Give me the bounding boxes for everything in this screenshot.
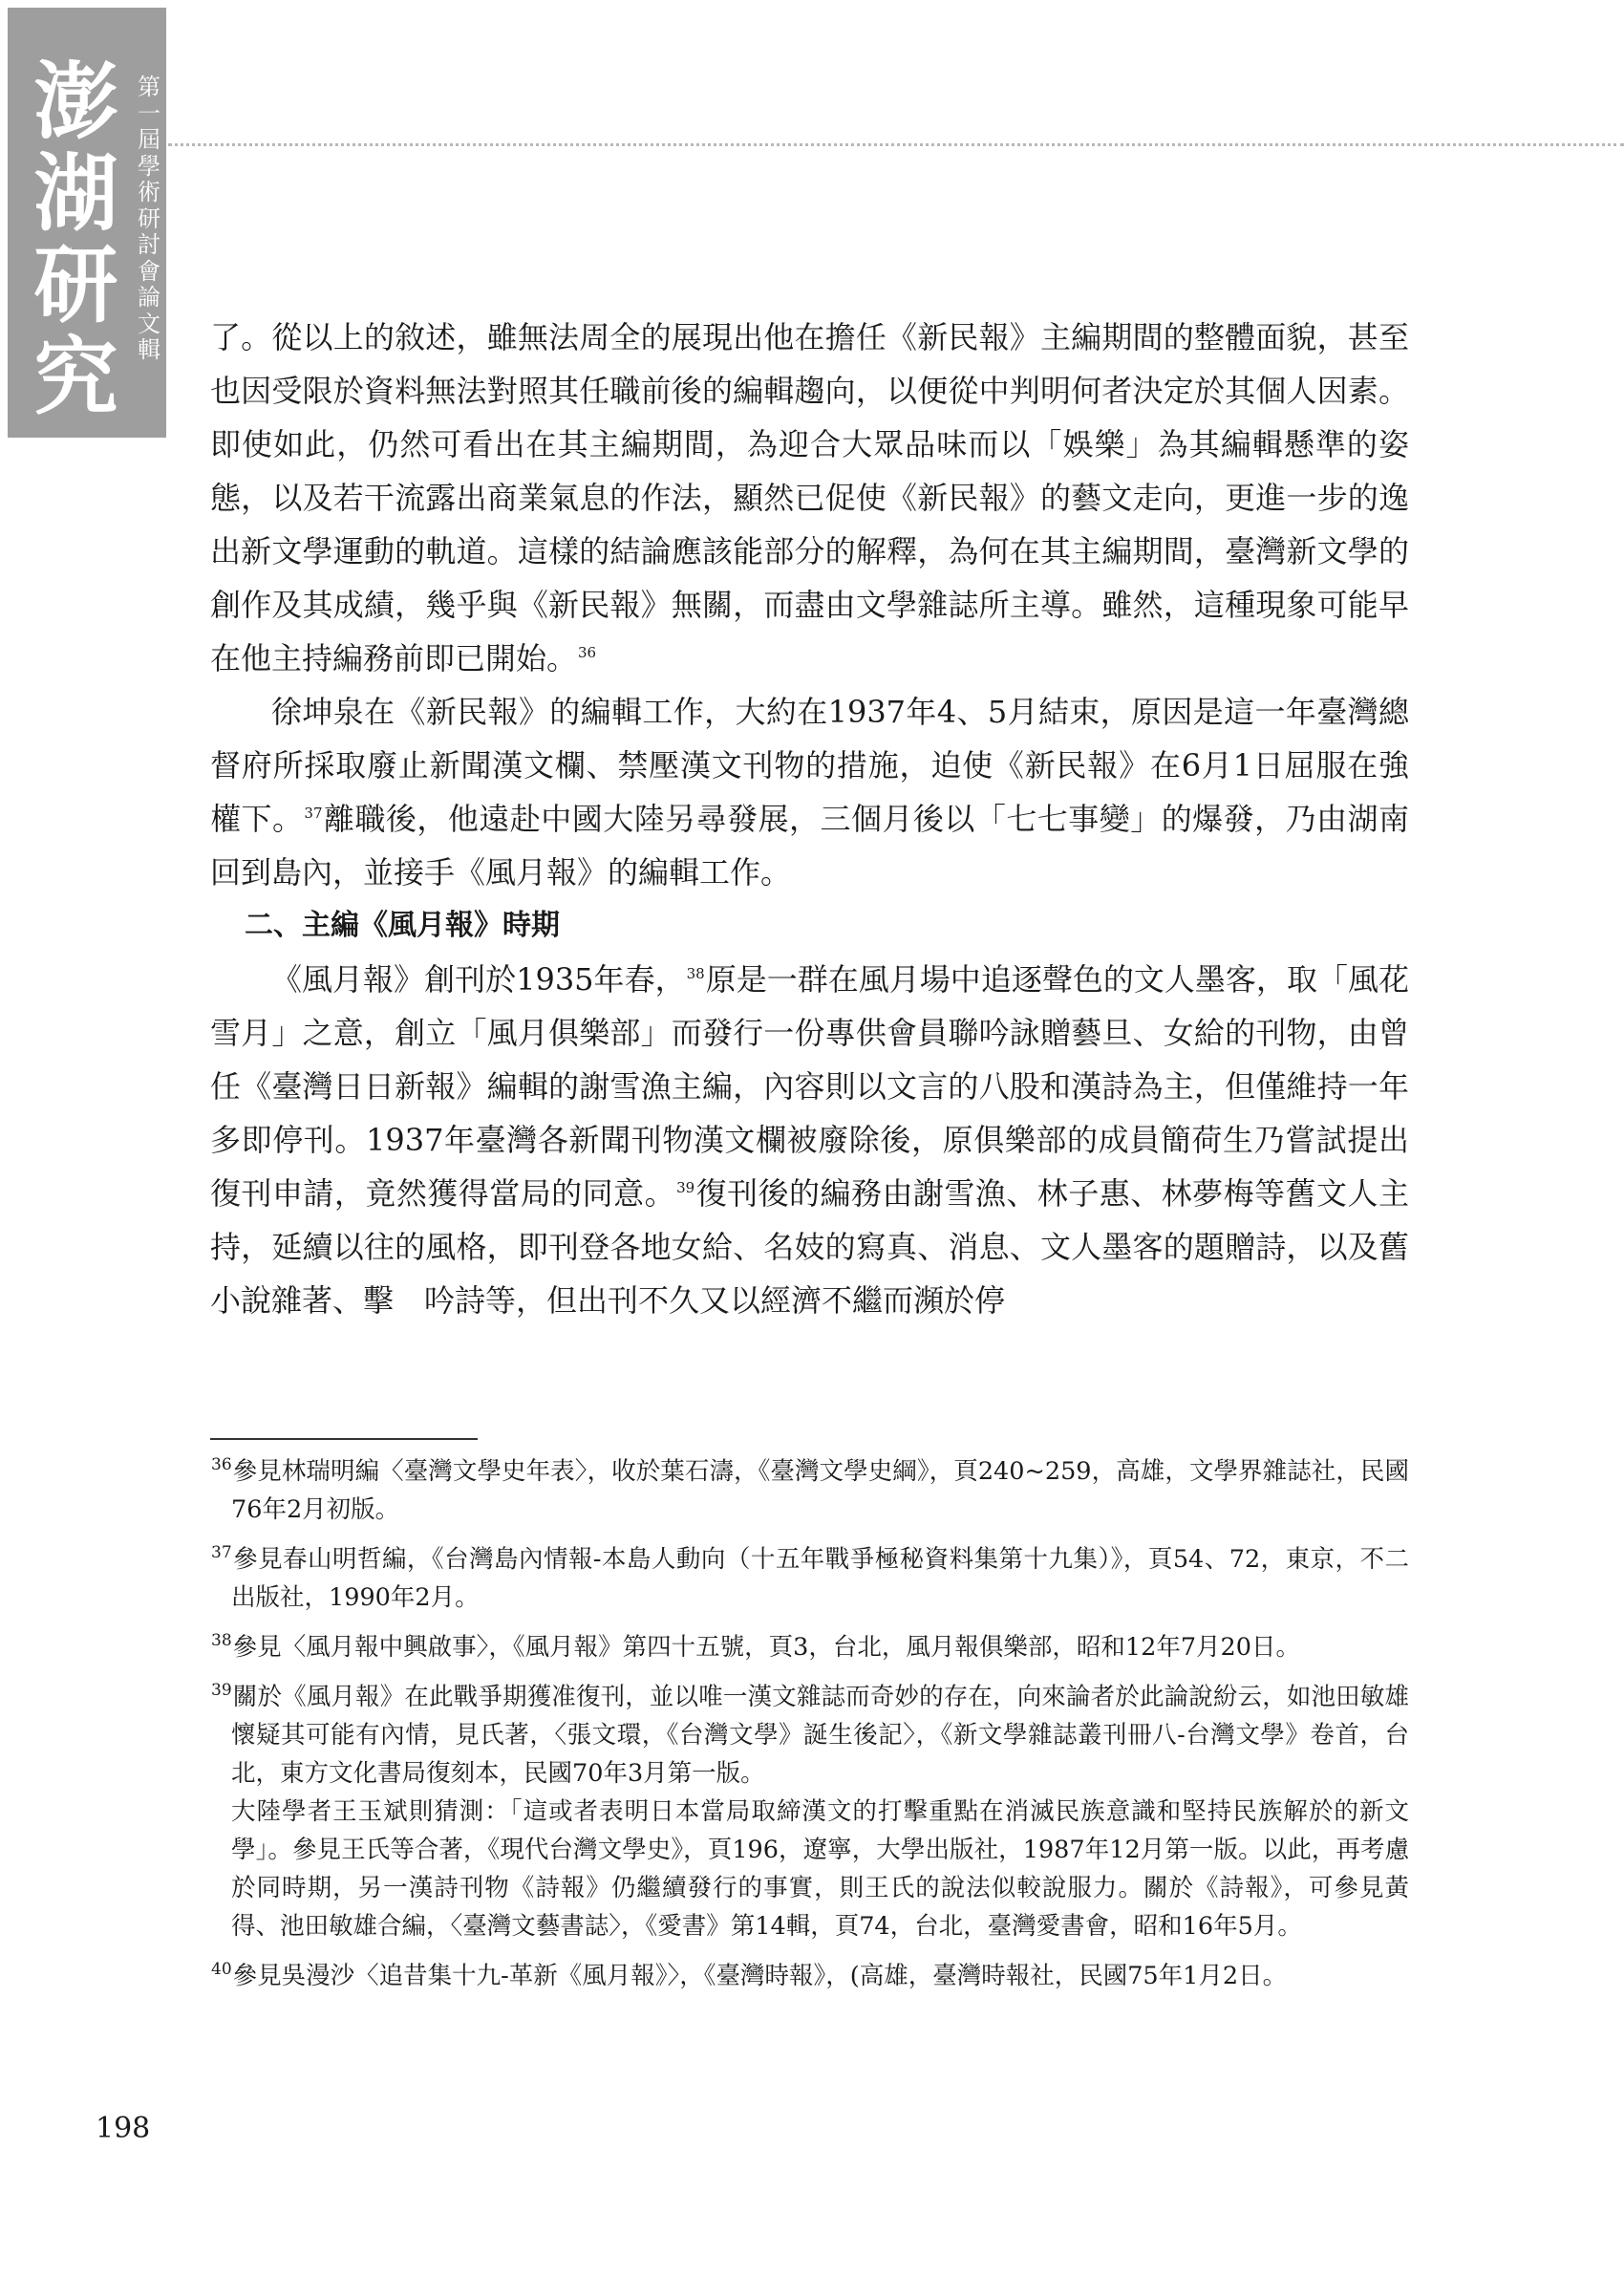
header-dotted-rule bbox=[168, 143, 1624, 146]
footnote-text: 參見〈風月報中興啟事〉，《風月報》第四十五號，頁3，台北，風月報俱樂部，昭和12年7月20日。 bbox=[232, 1633, 1300, 1662]
footnote-marker[interactable]: 39 bbox=[676, 1179, 695, 1196]
paragraph-text: 徐坤泉在《新民報》的編輯工作，大約在1937年4、5月結束，原因是這一年臺灣總督府所採取廢止新聞漢文欄、禁壓漢文刊物的措施，迫使《新民報》在6月1日屈服在強權下。 bbox=[210, 694, 1409, 837]
footnote-text: 參見吳漫沙〈追昔集十九-革新《風月報》〉，《臺灣時報》，(高雄，臺灣時報社，民國75年1月2日。 bbox=[232, 1962, 1288, 1990]
footnotes bbox=[210, 1452, 1409, 2007]
journal-title: 澎湖研究 bbox=[33, 52, 118, 426]
footnote-item bbox=[210, 1957, 1409, 1995]
footnote-text: 關於《風月報》在此戰爭期獲准復刊，並以唯一漢文雜誌而奇妙的存在，向來論者於此論說紛云，如池田敏雄懷疑其可能有內情，見氏著，〈張文環，《台灣文學》誕生後記〉，《新文學雜誌叢刊冊八-台灣文學》卷首，台北，東方文化書局復刻本，民國70年3月第一版。 bbox=[231, 1683, 1409, 1788]
main-body-text bbox=[210, 311, 1409, 1327]
footnote-divider bbox=[210, 1438, 478, 1440]
paragraph-text: 了。從以上的敘述，雖無法周全的展現出他在擔任《新民報》主編期間的整體面貌，甚至也因受限於資料無法對照其任職前後的編輯趨向，以便從中判明何者決定於其個人因素。即使如此，仍然可看出在其主編期間，為迎合大眾品味而以「娛樂」為其編輯懸準的姿態，以及若干流露出商業氣息的作法，顯然已促使《新民報》的藝文走向，更進一步的逸出新文學運動的軌道。這樣的結論應該能部分的解釋，為何在其主編期間，臺灣新文學的創作及其成績，幾乎與《新民報》無關，而盡由文學雜誌所主導。雖然，這種現象可能早在他主持編務前即已開始。 bbox=[210, 319, 1409, 677]
footnote-item bbox=[210, 1452, 1409, 1529]
footnote-number: 37 bbox=[211, 1543, 232, 1562]
page-number: 198 bbox=[96, 2112, 151, 2145]
footnote-continuation: 大陸學者王玉斌則猜測：「這或者表明日本當局取締漢文的打擊重點在消滅民族意識和堅持民族解於的新文學」。參見王氏等合著，《現代台灣文學史》，頁196，遼寧，大學出版社，1987年12月第一版。以此，再考慮於同時期，另一漢詩刊物《詩報》仍繼續發行的事實，則王氏的說法似較說服力。關於《詩報》，可參見黃得、池田敏雄合編，〈臺灣文藝書誌〉，《愛書》第14輯，頁74，台北，臺灣愛書會，昭和16年5月。 bbox=[231, 1797, 1409, 1941]
footnote-number: 36 bbox=[211, 1455, 232, 1474]
footnote-item bbox=[210, 1678, 1409, 1945]
footnote-number: 40 bbox=[211, 1960, 232, 1979]
footnote-text: 參見春山明哲編，《台灣島內情報-本島人動向（十五年戰爭極秘資料集第十九集）》，頁54、72，東京，不二出版社，1990年2月。 bbox=[231, 1545, 1409, 1612]
footnote-number: 38 bbox=[211, 1631, 232, 1650]
body-paragraph bbox=[210, 953, 1409, 1327]
footnote-text: 參見林瑞明編〈臺灣文學史年表〉，收於葉石濤，《臺灣文學史綱》，頁240~259，高雄，文學界雜誌社，民國76年2月初版。 bbox=[231, 1457, 1409, 1524]
footnote-number: 39 bbox=[211, 1681, 232, 1700]
paragraph-text: 《風月報》創刊於1935年春， bbox=[271, 961, 686, 998]
footnote-item bbox=[210, 1540, 1409, 1617]
section-heading: 二、主編《風月報》時期 bbox=[245, 909, 560, 942]
footnote-marker[interactable]: 36 bbox=[578, 644, 597, 661]
journal-side-tab bbox=[8, 8, 166, 438]
journal-subtitle: 第一屆學術研討會論文輯 bbox=[138, 74, 160, 363]
body-paragraph bbox=[210, 685, 1409, 899]
body-paragraph bbox=[210, 311, 1409, 685]
footnote-marker[interactable]: 37 bbox=[304, 805, 323, 822]
paragraph-text: 原是一群在風月場中追逐聲色的文人墨客，取「風花雪月」之意，創立「風月俱樂部」而發行一份專供會員聯吟詠贈藝旦、女給的刊物，由曾任《臺灣日日新報》編輯的謝雪漁主編，內容則以文言的八股和漢詩為主，但僅維持一年多即停刊。1937年臺灣各新聞刊物漢文欄被廢除後，原俱樂部的成員簡荷生乃嘗試提出復刊申請，竟然獲得當局的同意。 bbox=[210, 961, 1409, 1212]
paragraph-text: 復刊後的編務由謝雪漁、林子惠、林夢梅等舊文人主持，延續以往的風格，即刊登各地女給、名妓的寫真、消息、文人墨客的題贈詩，以及舊小說雜著、擊 吟詩等，但出刊不久又以經濟不繼而瀕於停 bbox=[210, 1175, 1409, 1319]
footnote-item bbox=[210, 1628, 1409, 1666]
paragraph-text: 離職後，他遠赴中國大陸另尋發展，三個月後以「七七事變」的爆發，乃由湖南回到島內，並接手《風月報》的編輯工作。 bbox=[210, 801, 1409, 891]
footnote-marker[interactable]: 38 bbox=[686, 965, 705, 982]
